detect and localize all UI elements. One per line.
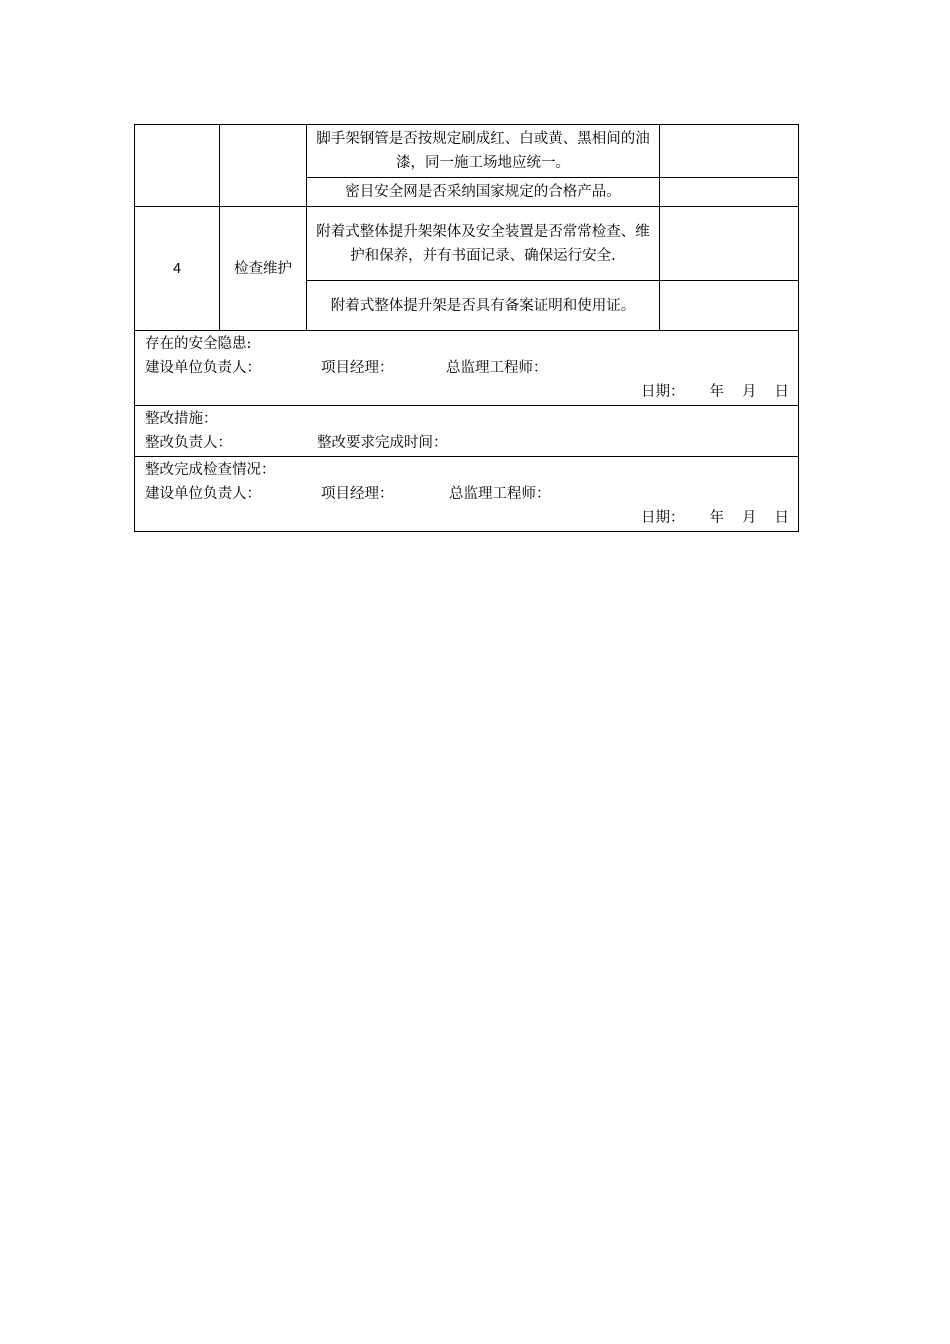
completion-cell bbox=[135, 457, 799, 532]
check-result-cell bbox=[660, 178, 799, 207]
check-item-cell: 检查维护 bbox=[220, 207, 307, 331]
check-result-cell bbox=[660, 125, 799, 178]
completion-section bbox=[135, 457, 799, 532]
table-row bbox=[135, 125, 799, 178]
rectify-deadline-label: 整改要求完成时间： bbox=[317, 435, 448, 451]
date-label: 日期： bbox=[641, 384, 685, 400]
date-label: 日期： bbox=[641, 510, 685, 526]
chief-supervisor-label: 总监理工程师： bbox=[446, 360, 548, 376]
inspection-sheet bbox=[134, 124, 798, 532]
completion-signature-line bbox=[145, 482, 789, 506]
chief-supervisor-label: 总监理工程师： bbox=[449, 486, 551, 502]
check-result-cell bbox=[660, 207, 799, 281]
year-label: 年 bbox=[709, 384, 724, 400]
inspection-table bbox=[134, 124, 799, 532]
rectify-owner-label: 整改负责人： bbox=[145, 435, 232, 451]
owner-label: 建设单位负责人： bbox=[145, 486, 261, 502]
check-item-cell bbox=[220, 125, 307, 207]
rectify-title-line bbox=[145, 407, 789, 431]
month-label: 月 bbox=[742, 384, 757, 400]
table-row bbox=[135, 207, 799, 281]
month-label: 月 bbox=[742, 510, 757, 526]
hazards-cell bbox=[135, 331, 799, 406]
hazards-section bbox=[135, 331, 799, 406]
hazards-signature-line bbox=[145, 356, 789, 380]
year-label: 年 bbox=[709, 510, 724, 526]
hazards-title-line bbox=[145, 332, 789, 356]
rectify-owner-line bbox=[145, 431, 789, 455]
check-content-cell: 附着式整体提升架架体及安全装置是否常常检查、维护和保养，并有书面记录、确保运行安全. bbox=[307, 207, 660, 281]
day-label: 日 bbox=[774, 384, 789, 400]
check-result-cell bbox=[660, 281, 799, 331]
check-content-cell: 附着式整体提升架是否具有备案证明和使用证。 bbox=[307, 281, 660, 331]
hazards-date-line bbox=[145, 380, 789, 404]
completion-title-line bbox=[145, 458, 789, 482]
completion-date-line bbox=[145, 506, 789, 530]
hazards-title: 存在的安全隐患: bbox=[145, 336, 252, 352]
completion-title: 整改完成检查情况： bbox=[145, 462, 276, 478]
project-manager-label: 项目经理： bbox=[321, 486, 394, 502]
rectify-section bbox=[135, 406, 799, 457]
row-number-cell: 4 bbox=[135, 207, 220, 331]
project-manager-label: 项目经理： bbox=[321, 360, 394, 376]
row-number-cell bbox=[135, 125, 220, 207]
check-content-cell: 脚手架钢管是否按规定刷成红、白或黄、黑相间的油漆，同一施工场地应统一。 bbox=[307, 125, 660, 178]
owner-label: 建设单位负责人： bbox=[145, 360, 261, 376]
day-label: 日 bbox=[774, 510, 789, 526]
rectify-title: 整改措施： bbox=[145, 411, 218, 427]
check-content-cell: 密目安全网是否采纳国家规定的合格产品。 bbox=[307, 178, 660, 207]
rectify-cell bbox=[135, 406, 799, 457]
